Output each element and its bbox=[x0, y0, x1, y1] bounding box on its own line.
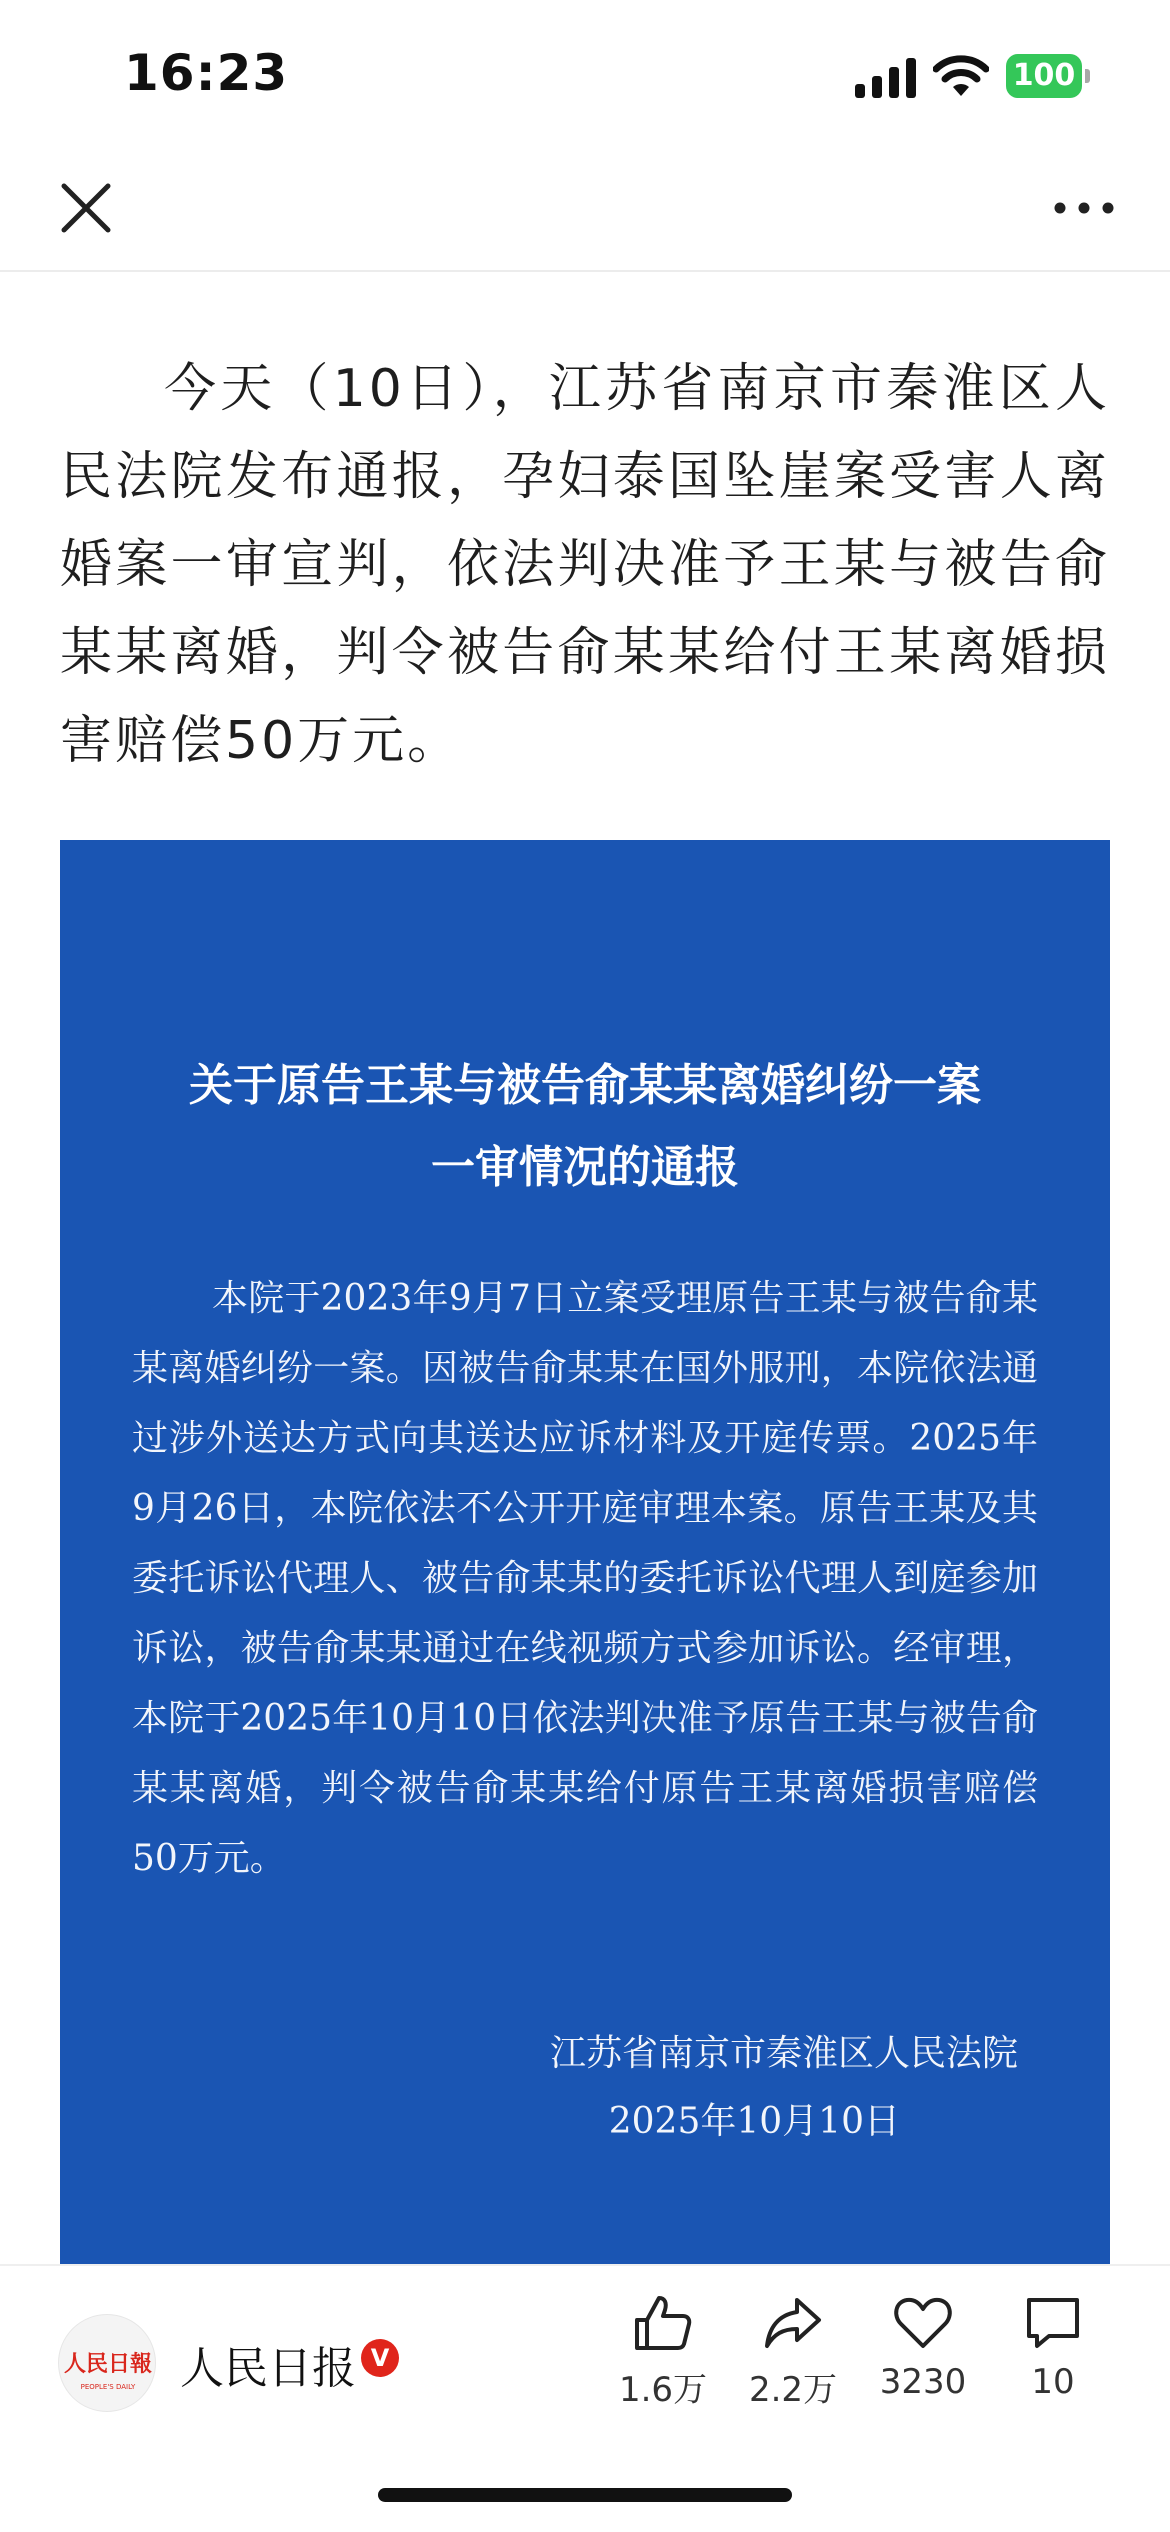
favorite-count: 3230 bbox=[879, 2362, 967, 2402]
battery-level: 100 bbox=[1006, 54, 1082, 98]
close-icon[interactable] bbox=[58, 180, 114, 236]
thumbs-up-icon bbox=[633, 2294, 693, 2352]
author-name[interactable]: 人民日报 bbox=[180, 2343, 356, 2394]
article-lead-paragraph: 今天（10日），江苏省南京市秦淮区人民法院发布通报，孕妇泰国坠崖案受害人离婚案一审宣判，依法判决准予王某与被告俞某某离婚，判令被告俞某某给付王某离婚损害赔偿50万元。 bbox=[60, 359, 1110, 771]
notice-title-line-1: 关于原告王某与被告俞某某离婚纠纷一案 bbox=[189, 1060, 981, 1111]
court-notice-image[interactable] bbox=[60, 840, 1110, 2266]
status-bar bbox=[0, 0, 1170, 150]
comment-icon bbox=[1023, 2294, 1083, 2352]
like-count: 1.6万 bbox=[618, 2370, 708, 2410]
wifi-icon bbox=[933, 54, 989, 98]
comment-count: 10 bbox=[1031, 2362, 1075, 2402]
share-count: 2.2万 bbox=[748, 2370, 838, 2410]
comment-button[interactable] bbox=[988, 2294, 1118, 2402]
battery-indicator bbox=[1006, 54, 1090, 98]
author-avatar[interactable] bbox=[58, 2314, 156, 2412]
share-icon bbox=[763, 2294, 823, 2352]
notice-title-line-2: 一审情况的通报 bbox=[431, 1142, 739, 1193]
notice-signature: 江苏省南京市秦淮区人民法院 bbox=[549, 2033, 1018, 2074]
share-button[interactable] bbox=[728, 2294, 858, 2411]
home-indicator[interactable] bbox=[378, 2488, 792, 2502]
notice-body: 本院于2023年9月7日立案受理原告王某与被告俞某某离婚纠纷一案。因被告俞某某在国外服刑，本院依法通过涉外送达方式向其送达应诉材料及开庭传票。2025年9月26日，本院依法不公开开庭审理本案。原告王某及其委托诉讼代理人、被告俞某某的委托诉讼代理人到庭参加诉讼，被告俞某某通过在线视频方式参加诉讼。经审理，本院于2025年10月10日依法判决准予原告王某与被告俞某某离婚，判令被告俞某某给付原告王某离婚损害赔偿50万元。 bbox=[132, 1278, 1038, 1879]
status-time: 16:23 bbox=[124, 44, 289, 102]
battery-cap bbox=[1085, 69, 1090, 83]
heart-icon bbox=[893, 2294, 953, 2352]
cellular-signal-icon bbox=[855, 58, 917, 98]
nav-bar bbox=[0, 150, 1170, 272]
logo-text: 人民日報 bbox=[63, 2351, 153, 2377]
peoples-daily-logo bbox=[59, 2315, 156, 2412]
like-button[interactable] bbox=[598, 2294, 728, 2411]
notice-date: 2025年10月10日 bbox=[608, 2101, 900, 2142]
logo-subtext: PEOPLE'S DAILY bbox=[80, 2383, 136, 2391]
verified-badge-icon bbox=[360, 2338, 400, 2378]
notice-title bbox=[60, 1045, 1110, 1209]
svg-text:V: V bbox=[370, 2344, 390, 2372]
more-icon[interactable] bbox=[1052, 190, 1116, 226]
favorite-button[interactable] bbox=[858, 2294, 988, 2402]
